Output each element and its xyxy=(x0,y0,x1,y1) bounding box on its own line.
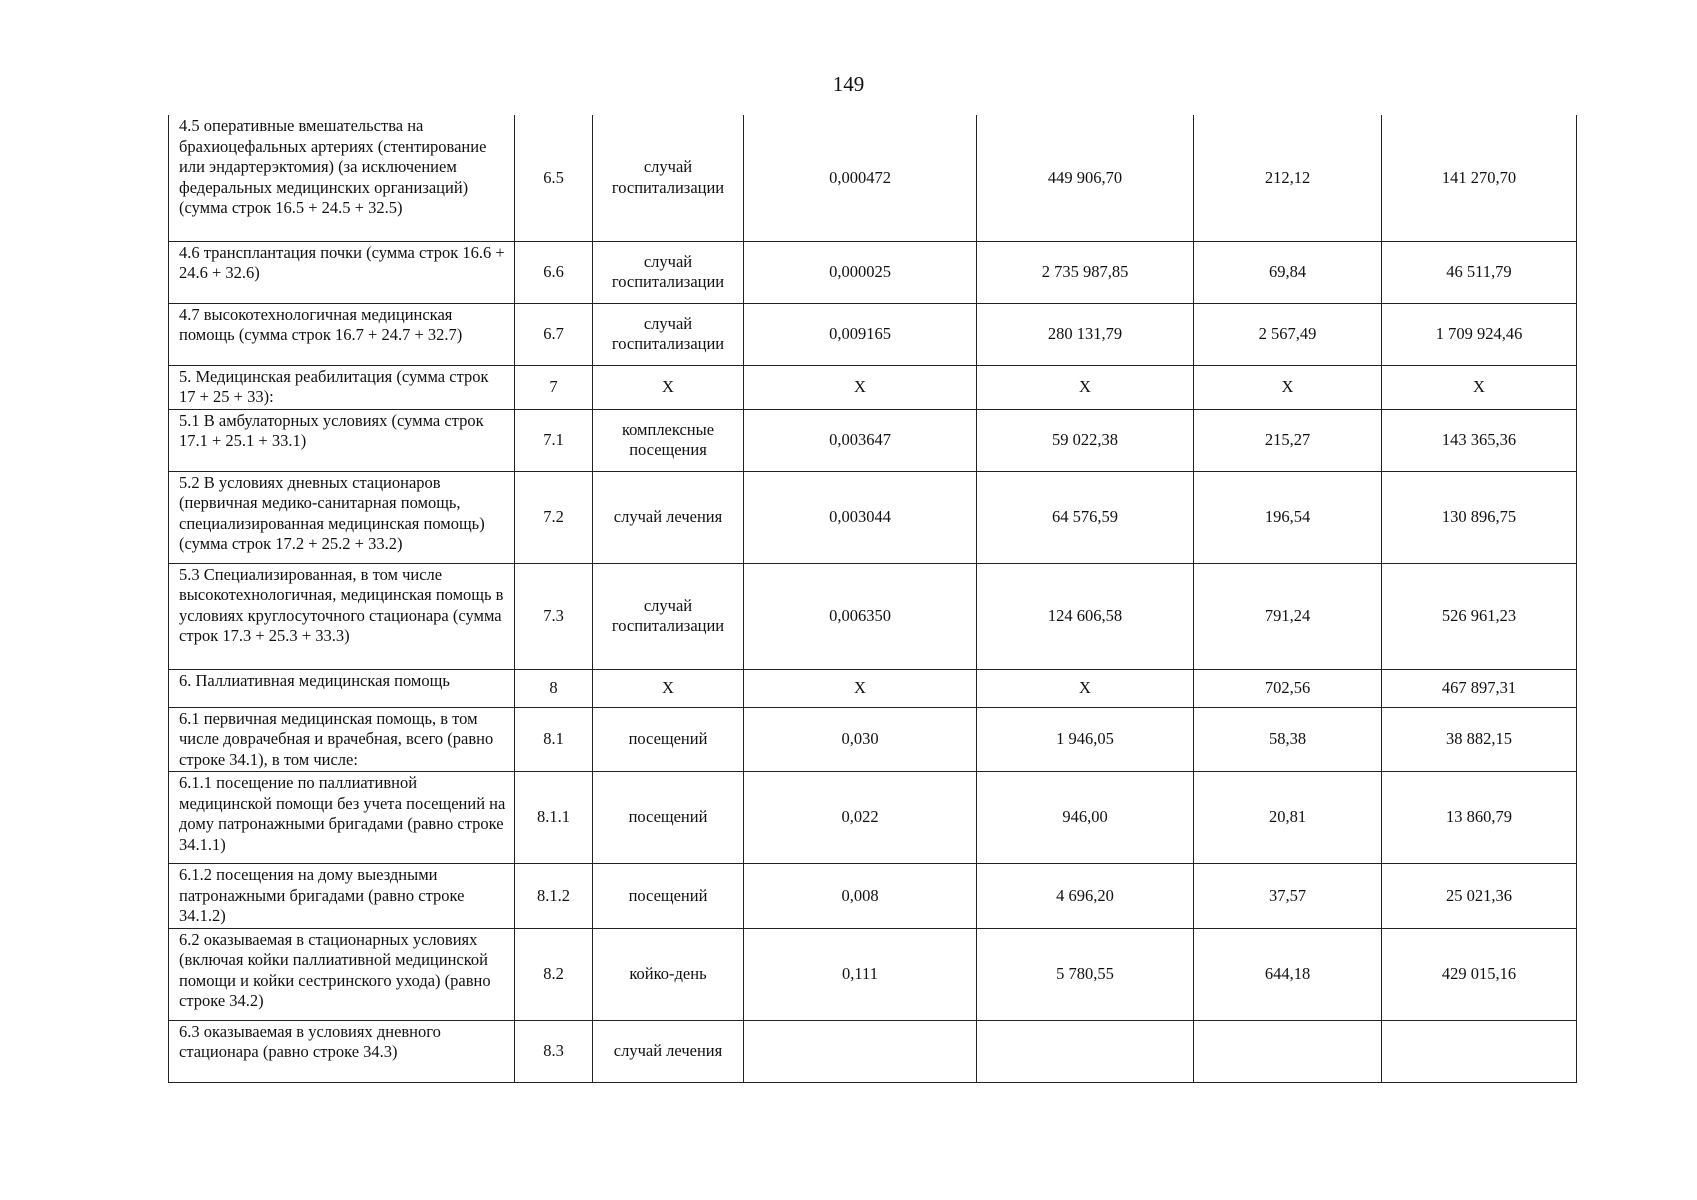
total-cell: 143 365,36 xyxy=(1382,409,1577,471)
volume-cell: 0,000472 xyxy=(744,115,977,241)
total-cell: 141 270,70 xyxy=(1382,115,1577,241)
cost-cell: X xyxy=(977,365,1194,409)
table-body xyxy=(169,115,1577,1082)
cost-cell: 946,00 xyxy=(977,772,1194,864)
volume-cell: 0,003647 xyxy=(744,409,977,471)
per-capita-cell: 2 567,49 xyxy=(1194,303,1382,365)
total-cell: 467 897,31 xyxy=(1382,669,1577,707)
unit-cell: случай лечения xyxy=(593,471,744,563)
row-name-cell: 5.1 В амбулаторных условиях (сумма строк 17.1 + 25.1 + 33.1) xyxy=(169,409,515,471)
per-capita-cell: 20,81 xyxy=(1194,772,1382,864)
line-number-cell: 8 xyxy=(515,669,593,707)
line-number-cell: 8.1 xyxy=(515,707,593,772)
total-cell: 38 882,15 xyxy=(1382,707,1577,772)
line-number-cell: 6.7 xyxy=(515,303,593,365)
per-capita-cell: 37,57 xyxy=(1194,864,1382,929)
line-number-cell: 7.1 xyxy=(515,409,593,471)
per-capita-cell: 212,12 xyxy=(1194,115,1382,241)
line-number-cell: 6.6 xyxy=(515,241,593,303)
volume-cell: 0,022 xyxy=(744,772,977,864)
table-row xyxy=(169,707,1577,772)
unit-cell: случай госпитализации xyxy=(593,115,744,241)
row-name-cell: 6.1 первичная медицинская помощь, в том числе доврачебная и врачебная, всего (равно строке 34.1), в том числе: xyxy=(169,707,515,772)
cost-cell: X xyxy=(977,669,1194,707)
unit-cell: койко-день xyxy=(593,928,744,1020)
per-capita-cell: 215,27 xyxy=(1194,409,1382,471)
table-row xyxy=(169,864,1577,929)
volume-cell: X xyxy=(744,365,977,409)
row-name-cell: 5.3 Специализированная, в том числе высокотехнологичная, медицинская помощь в условиях круглосуточного стационара (сумма строк 17.3 + 25.3 + 33.3) xyxy=(169,563,515,669)
table-row xyxy=(169,365,1577,409)
per-capita-cell xyxy=(1194,1020,1382,1082)
per-capita-cell: 702,56 xyxy=(1194,669,1382,707)
unit-cell: комплексные посещения xyxy=(593,409,744,471)
total-cell: 429 015,16 xyxy=(1382,928,1577,1020)
table-row xyxy=(169,409,1577,471)
volume-cell: 0,003044 xyxy=(744,471,977,563)
line-number-cell: 8.1.2 xyxy=(515,864,593,929)
row-name-cell: 4.6 трансплантация почки (сумма строк 16.6 + 24.6 + 32.6) xyxy=(169,241,515,303)
volume-cell: 0,006350 xyxy=(744,563,977,669)
table-row xyxy=(169,928,1577,1020)
table-row xyxy=(169,471,1577,563)
table-row xyxy=(169,303,1577,365)
cost-cell: 449 906,70 xyxy=(977,115,1194,241)
unit-cell: посещений xyxy=(593,707,744,772)
per-capita-cell: 196,54 xyxy=(1194,471,1382,563)
cost-cell xyxy=(977,1020,1194,1082)
line-number-cell: 6.5 xyxy=(515,115,593,241)
data-table xyxy=(168,115,1577,1083)
per-capita-cell: 644,18 xyxy=(1194,928,1382,1020)
cost-cell: 4 696,20 xyxy=(977,864,1194,929)
table-row xyxy=(169,115,1577,241)
page-number: 149 xyxy=(832,72,865,96)
row-name-cell: 6. Паллиативная медицинская помощь xyxy=(169,669,515,707)
per-capita-cell: 69,84 xyxy=(1194,241,1382,303)
unit-cell: случай госпитализации xyxy=(593,563,744,669)
table-row xyxy=(169,241,1577,303)
row-name-cell: 6.1.1 посещение по паллиативной медицинской помощи без учета посещений на дому патронажными бригадами (равно строке 34.1.1) xyxy=(169,772,515,864)
volume-cell: X xyxy=(744,669,977,707)
cost-cell: 124 606,58 xyxy=(977,563,1194,669)
row-name-cell: 4.5 оперативные вмешательства на брахиоцефальных артериях (стентирование или эндартерэктомия) (за исключением федеральных медицинских организаций) (сумма строк 16.5 + 24.5 + 32.5) xyxy=(169,115,515,241)
line-number-cell: 7.2 xyxy=(515,471,593,563)
unit-cell: посещений xyxy=(593,772,744,864)
cost-cell: 1 946,05 xyxy=(977,707,1194,772)
table-row xyxy=(169,563,1577,669)
total-cell: 130 896,75 xyxy=(1382,471,1577,563)
unit-cell: посещений xyxy=(593,864,744,929)
total-cell: 13 860,79 xyxy=(1382,772,1577,864)
row-name-cell: 5. Медицинская реабилитация (сумма строк 17 + 25 + 33): xyxy=(169,365,515,409)
line-number-cell: 8.1.1 xyxy=(515,772,593,864)
volume-cell: 0,000025 xyxy=(744,241,977,303)
per-capita-cell: 58,38 xyxy=(1194,707,1382,772)
row-name-cell: 6.2 оказываемая в стационарных условиях (включая койки паллиативной медицинской помощи и койки сестринского ухода) (равно строке 34.2) xyxy=(169,928,515,1020)
unit-cell: случай госпитализации xyxy=(593,241,744,303)
line-number-cell: 7.3 xyxy=(515,563,593,669)
line-number-cell: 8.3 xyxy=(515,1020,593,1082)
unit-cell: X xyxy=(593,365,744,409)
row-name-cell: 6.3 оказываемая в условиях дневного стационара (равно строке 34.3) xyxy=(169,1020,515,1082)
per-capita-cell: 791,24 xyxy=(1194,563,1382,669)
cost-cell: 5 780,55 xyxy=(977,928,1194,1020)
unit-cell: случай лечения xyxy=(593,1020,744,1082)
volume-cell: 0,008 xyxy=(744,864,977,929)
unit-cell: X xyxy=(593,669,744,707)
cost-cell: 64 576,59 xyxy=(977,471,1194,563)
total-cell: 526 961,23 xyxy=(1382,563,1577,669)
total-cell: X xyxy=(1382,365,1577,409)
per-capita-cell: X xyxy=(1194,365,1382,409)
volume-cell: 0,030 xyxy=(744,707,977,772)
total-cell: 25 021,36 xyxy=(1382,864,1577,929)
unit-cell: случай госпитализации xyxy=(593,303,744,365)
total-cell xyxy=(1382,1020,1577,1082)
line-number-cell: 7 xyxy=(515,365,593,409)
table-row xyxy=(169,772,1577,864)
total-cell: 46 511,79 xyxy=(1382,241,1577,303)
total-cell: 1 709 924,46 xyxy=(1382,303,1577,365)
table-row xyxy=(169,669,1577,707)
volume-cell: 0,009165 xyxy=(744,303,977,365)
cost-cell: 280 131,79 xyxy=(977,303,1194,365)
cost-cell: 2 735 987,85 xyxy=(977,241,1194,303)
volume-cell: 0,111 xyxy=(744,928,977,1020)
volume-cell xyxy=(744,1020,977,1082)
row-name-cell: 6.1.2 посещения на дому выездными патронажными бригадами (равно строке 34.1.2) xyxy=(169,864,515,929)
cost-cell: 59 022,38 xyxy=(977,409,1194,471)
row-name-cell: 5.2 В условиях дневных стационаров (первичная медико-санитарная помощь, специализированная медицинская помощь) (сумма строк 17.2 + 25.2 + 33.2) xyxy=(169,471,515,563)
line-number-cell: 8.2 xyxy=(515,928,593,1020)
table-row xyxy=(169,1020,1577,1082)
row-name-cell: 4.7 высокотехнологичная медицинская помощь (сумма строк 16.7 + 24.7 + 32.7) xyxy=(169,303,515,365)
